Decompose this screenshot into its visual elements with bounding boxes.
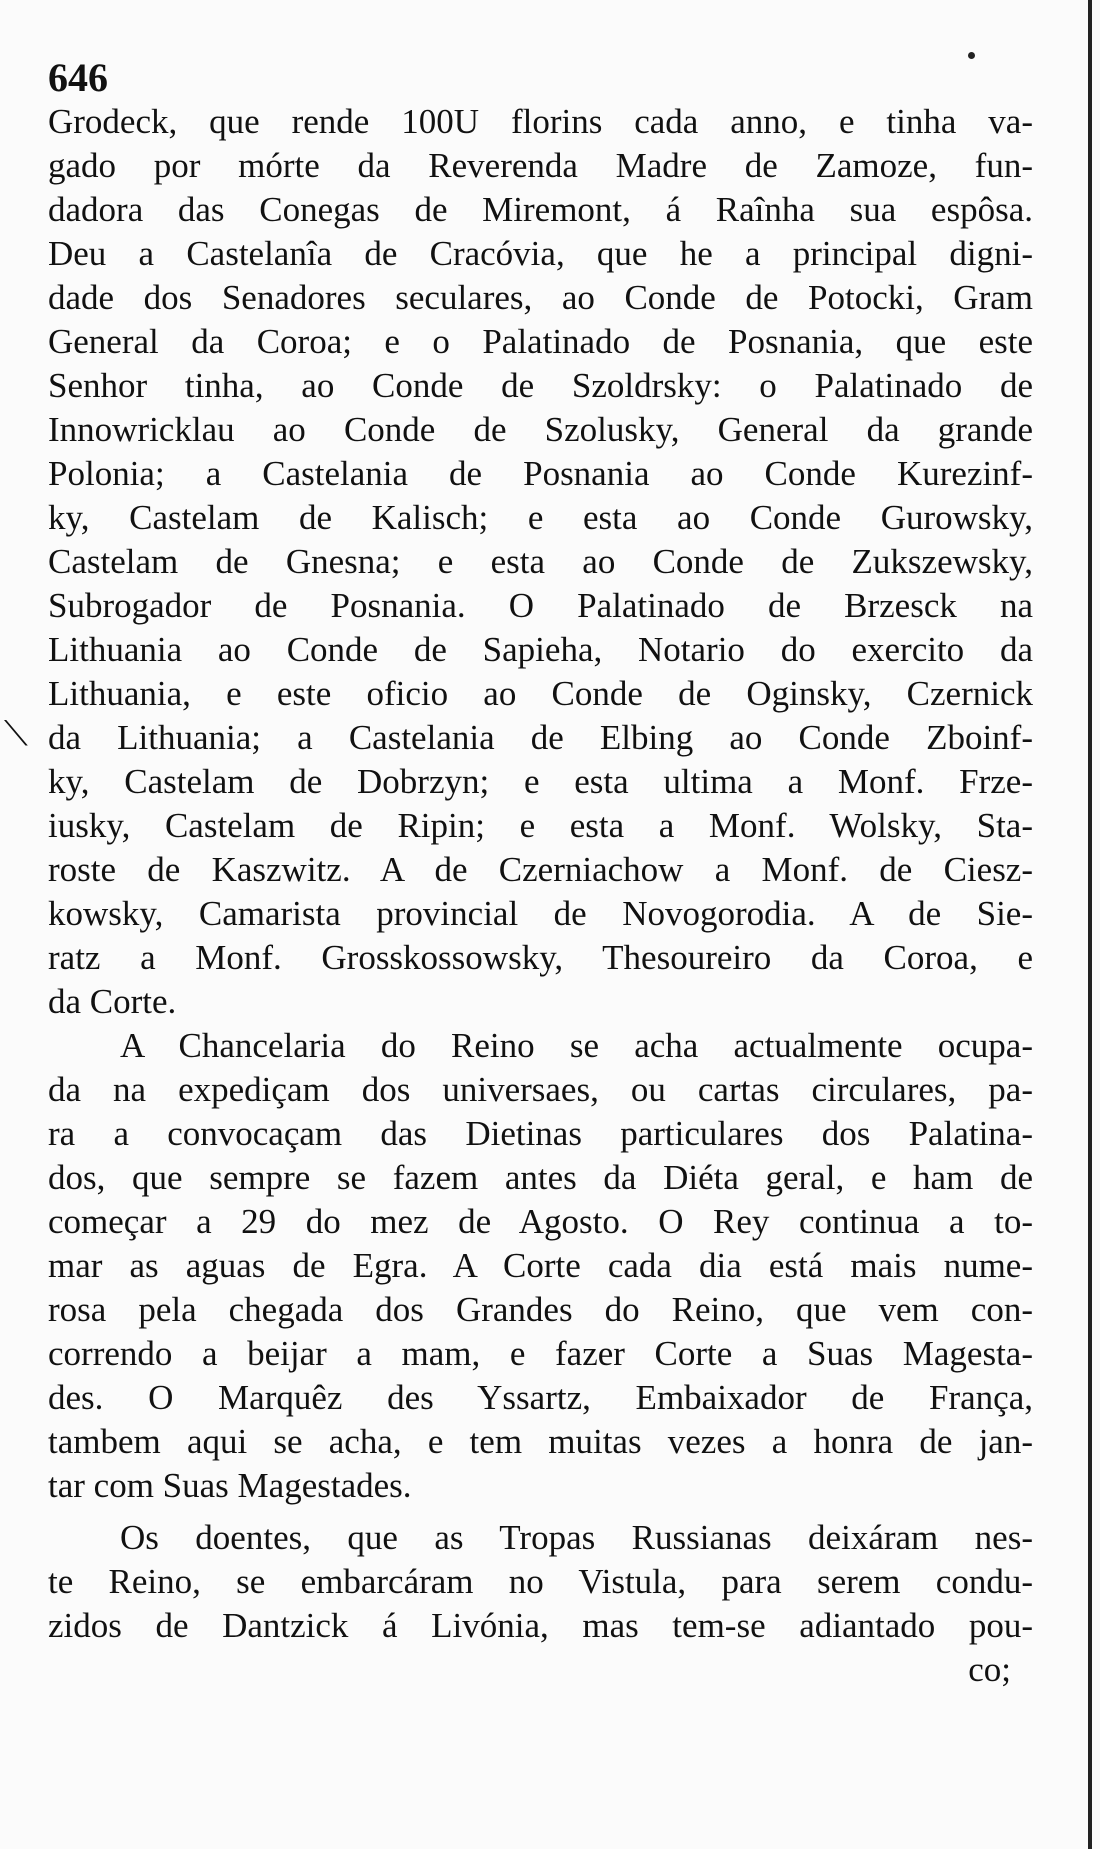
text-line: Senhor tinha, ao Conde de Szoldrsky: o Palatinado de — [48, 366, 1033, 405]
text-line: Deu a Castelanîa de Cracóvia, que he a principal digni- — [48, 234, 1033, 273]
text-line: Grodeck, que rende 100U florins cada anno, e tinha va- — [48, 102, 1033, 141]
ink-dot — [968, 52, 975, 59]
text-line: zidos de Dantzick á Livónia, mas tem-se adiantado pou- — [48, 1606, 1033, 1645]
text-line: te Reino, se embarcáram no Vistula, para serem condu- — [48, 1562, 1033, 1601]
catchword: co; — [968, 1650, 1011, 1689]
text-line: correndo a beijar a mam, e fazer Corte a Suas Magesta- — [48, 1334, 1033, 1373]
text-line: dade dos Senadores seculares, ao Conde de Potocki, Gram — [48, 278, 1033, 317]
margin-arrow-mark: ⟍ — [4, 714, 28, 754]
text-line: ratz a Monf. Grosskossowsky, Thesoureiro da Coroa, e — [48, 938, 1033, 977]
text-line: Subrogador de Posnania. O Palatinado de Brzesck na — [48, 586, 1033, 625]
text-line: mar as aguas de Egra. A Corte cada dia está mais nume- — [48, 1246, 1033, 1285]
body-text — [48, 100, 1033, 1692]
text-line: kowsky, Camarista provincial de Novogorodia. A de Sie- — [48, 894, 1033, 933]
text-line: da Lithuania; a Castelania de Elbing ao Conde Zboinf- — [48, 718, 1033, 757]
text-line: rosa pela chegada dos Grandes do Reino, que vem con- — [48, 1290, 1033, 1329]
text-line: ra a convocaçam das Dietinas particulares dos Palatina- — [48, 1114, 1033, 1153]
text-line: iusky, Castelam de Ripin; e esta a Monf. Wolsky, Sta- — [48, 806, 1033, 845]
text-line: gado por mórte da Reverenda Madre de Zamoze, fun- — [48, 146, 1033, 185]
text-line: General da Coroa; e o Palatinado de Posnania, que este — [48, 322, 1033, 361]
text-line: Polonia; a Castelania de Posnania ao Conde Kurezinf- — [48, 454, 1033, 493]
text-line: da Corte. — [48, 982, 177, 1021]
text-line: Lithuania, e este oficio ao Conde de Oginsky, Czernick — [48, 674, 1033, 713]
text-line: da na expediçam dos universaes, ou cartas circulares, pa- — [48, 1070, 1033, 1109]
text-line: dos, que sempre se fazem antes da Diéta geral, e ham de — [48, 1158, 1033, 1197]
text-line: des. O Marquêz des Yssartz, Embaixador de França, — [48, 1378, 1033, 1417]
page-number: 646 — [48, 55, 108, 100]
text-line: roste de Kaszwitz. A de Czerniachow a Monf. de Ciesz- — [48, 850, 1033, 889]
text-line: ky, Castelam de Dobrzyn; e esta ultima a Monf. Frze- — [48, 762, 1033, 801]
text-line: A Chancelaria do Reino se acha actualmente ocupa- — [120, 1026, 1033, 1065]
text-line: tambem aqui se acha, e tem muitas vezes a honra de jan- — [48, 1422, 1033, 1461]
text-line: Lithuania ao Conde de Sapieha, Notario do exercito da — [48, 630, 1033, 669]
text-line: Castelam de Gnesna; e esta ao Conde de Zukszewsky, — [48, 542, 1033, 581]
text-line: Os doentes, que as Tropas Russianas deixáram nes- — [120, 1518, 1033, 1557]
text-line: tar com Suas Magestades. — [48, 1466, 412, 1505]
text-line: Innowricklau ao Conde de Szolusky, General da grande — [48, 410, 1033, 449]
text-line: ky, Castelam de Kalisch; e esta ao Conde Gurowsky, — [48, 498, 1033, 537]
text-line: começar a 29 do mez de Agosto. O Rey continua a to- — [48, 1202, 1033, 1241]
page-edge-rule — [1088, 0, 1092, 1849]
text-line: dadora das Conegas de Miremont, á Raînha sua espôsa. — [48, 190, 1033, 229]
